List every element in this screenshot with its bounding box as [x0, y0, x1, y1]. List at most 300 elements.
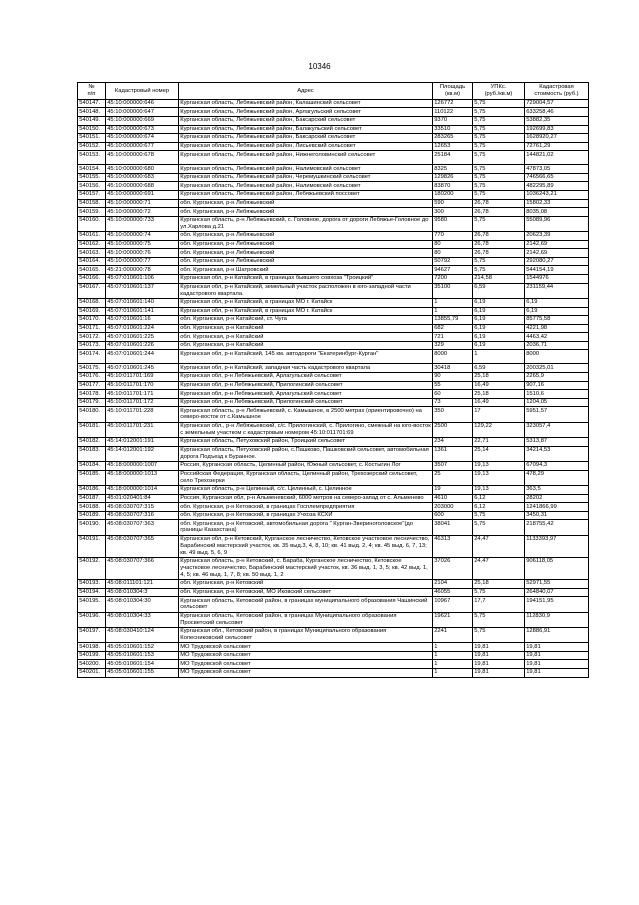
cell-address: Курганская область, Петуховский район, с.Пашково, Пашковский сельсовет, автомобильная дорога Подъезд к Буранное. — [179, 446, 433, 461]
cell-address: обл. Курганская, р-н Катайский, ст. Чуга — [179, 316, 433, 325]
cell-area: 4610 — [433, 494, 473, 503]
cell-upks: 6,19 — [473, 316, 525, 325]
cell-cadastral: 45:10:000000:683 — [106, 173, 179, 182]
cell-address: Курганская область, Лебяжьевский район, Черемушкинский сельсовет — [179, 173, 433, 182]
cell-cost: 1036243,21 — [525, 190, 589, 199]
cell-upks: 6,12 — [473, 503, 525, 512]
cell-cost: 1204,05 — [525, 398, 589, 407]
cell-cost: 4221,98 — [525, 324, 589, 333]
cell-cadastral: 45:07:010601:225 — [106, 333, 179, 342]
cell-cost: 8000 — [525, 350, 589, 364]
cell-address: МО Трудовской сельсовет — [179, 669, 433, 678]
cell-cadastral: 45:10:000000:72 — [106, 208, 179, 217]
header-cadastral: Кадастровый номер — [106, 83, 179, 100]
cell-upks: 19,81 — [473, 669, 525, 678]
cell-num: 540147. — [78, 99, 106, 108]
table-row — [78, 643, 589, 652]
cell-num: 540177. — [78, 381, 106, 390]
table-row — [78, 462, 589, 471]
table-header-row — [78, 83, 589, 100]
table-row — [78, 274, 589, 283]
cell-upks: 5,75 — [473, 108, 525, 117]
cell-cost: 906118,05 — [525, 557, 589, 579]
cell-area: 329 — [433, 341, 473, 350]
cell-cadastral: 45:10:000000:646 — [106, 99, 179, 108]
cell-area: 46055 — [433, 588, 473, 597]
cell-cost: 292080,27 — [525, 257, 589, 266]
cell-cost: 192699,83 — [525, 125, 589, 134]
cell-num: 540195. — [78, 597, 106, 612]
cell-area: 25 — [433, 470, 473, 485]
cell-address: Курганская область, Лебяжьевский район, Балакульский сельсовет — [179, 125, 433, 134]
cell-cost: 2142,69 — [525, 240, 589, 249]
cell-area: 55 — [433, 381, 473, 390]
cell-num: 540185. — [78, 470, 106, 485]
cell-cost: 34214,53 — [525, 446, 589, 461]
table-row — [78, 485, 589, 494]
cell-area: 590 — [433, 199, 473, 208]
cell-upks: 5,75 — [473, 520, 525, 535]
cell-address: Курганская обл, р-н Лебяжьевский, Арлагульский сельсовет — [179, 372, 433, 381]
cell-area: 19 — [433, 485, 473, 494]
cell-upks: 5,75 — [473, 151, 525, 165]
cell-num: 540153. — [78, 151, 106, 165]
cell-area: 180200 — [433, 190, 473, 199]
cell-area: 283265 — [433, 134, 473, 143]
cell-address: Курганская область, Лебяжьевский район, Баксарский сельсовет — [179, 116, 433, 125]
cell-num: 540199. — [78, 651, 106, 660]
table-row — [78, 99, 589, 108]
cell-cost: 8035,08 — [525, 208, 589, 217]
cell-cadastral: 45:10:011701:172 — [106, 398, 179, 407]
cell-num: 540200. — [78, 660, 106, 669]
cell-cost: 12886,91 — [525, 627, 589, 642]
cell-cadastral: 45:08:030410:124 — [106, 627, 179, 642]
cell-area: 38041 — [433, 520, 473, 535]
cell-upks: 26,78 — [473, 208, 525, 217]
table-row — [78, 266, 589, 275]
cell-num: 540156. — [78, 182, 106, 191]
table-row — [78, 579, 589, 588]
cell-address: МО Трудовской сельсовет — [179, 660, 433, 669]
cell-cadastral: 45:21:000000:78 — [106, 266, 179, 275]
cell-cost: 6,19 — [525, 298, 589, 307]
cell-upks: 6,19 — [473, 341, 525, 350]
cell-cost: 15802,33 — [525, 199, 589, 208]
table-row — [78, 324, 589, 333]
cell-cost: 264840,07 — [525, 588, 589, 597]
cell-area: 9580 — [433, 216, 473, 231]
cell-area: 1 — [433, 651, 473, 660]
cell-area: 50792 — [433, 257, 473, 266]
cell-address: Курганская область, Лебяжьевский район, Лебяжьевский поссовет — [179, 190, 433, 199]
cell-cadastral: 45:07:010601:16 — [106, 316, 179, 325]
cell-cadastral: 45:10:000000:733 — [106, 216, 179, 231]
cell-cadastral: 45:07:010601:141 — [106, 307, 179, 316]
cell-area: 37026 — [433, 557, 473, 579]
table-row — [78, 381, 589, 390]
cell-cadastral: 45:10:000000:75 — [106, 240, 179, 249]
table-row — [78, 182, 589, 191]
cell-area: 35100 — [433, 283, 473, 298]
cell-cadastral: 45:14:012001:191 — [106, 438, 179, 447]
cell-upks: 5,75 — [473, 182, 525, 191]
header-cost: Кадастровая стоимость (руб.) — [525, 83, 589, 100]
cadastral-table — [77, 82, 589, 678]
cell-cost: 53882,35 — [525, 116, 589, 125]
table-row — [78, 316, 589, 325]
cell-cadastral: 45:18:000000:1014 — [106, 485, 179, 494]
table-row — [78, 232, 589, 241]
table-row — [78, 597, 589, 612]
cell-address: Курганская область, р-н Целинный, с/с. Целинный, с. Целинное — [179, 485, 433, 494]
cell-upks: 24,47 — [473, 535, 525, 557]
cell-cost: 19,81 — [525, 651, 589, 660]
cell-address: Курганская область, Лебяжьевский район, Налимовский сельсовет — [179, 182, 433, 191]
cell-num: 540178. — [78, 390, 106, 399]
cell-address: Курганская обл, р-н Катайский, 145 км. автодороги "Екатеринбург-Курган" — [179, 350, 433, 364]
table-row — [78, 511, 589, 520]
cell-cadastral: 45:10:011701:170 — [106, 381, 179, 390]
table-row — [78, 151, 589, 165]
cell-address: Курганская область, Лебяжьевский район, Нижнеголовинский сельсовет — [179, 151, 433, 165]
cell-cost: 85775,58 — [525, 316, 589, 325]
cell-cadastral: 45:14:012001:192 — [106, 446, 179, 461]
cell-upks: 5,75 — [473, 588, 525, 597]
cell-upks: 6,59 — [473, 364, 525, 373]
table-row — [78, 307, 589, 316]
cell-num: 540161. — [78, 232, 106, 241]
cell-num: 540201. — [78, 669, 106, 678]
cell-cadastral: 45:07:010601:140 — [106, 298, 179, 307]
cell-cost: 194151,95 — [525, 597, 589, 612]
cell-cost: 28202 — [525, 494, 589, 503]
cell-area: 33510 — [433, 125, 473, 134]
cell-cost: 19,81 — [525, 669, 589, 678]
table-row — [78, 142, 589, 151]
cell-area: 721 — [433, 333, 473, 342]
table-row — [78, 116, 589, 125]
cell-num: 540179. — [78, 398, 106, 407]
cell-area: 73 — [433, 398, 473, 407]
cell-upks: 5,75 — [473, 627, 525, 642]
cell-cadastral: 45:01:020401:84 — [106, 494, 179, 503]
cell-num: 540168. — [78, 298, 106, 307]
cell-area: 2500 — [433, 422, 473, 437]
cell-area: 46313 — [433, 535, 473, 557]
cell-area: 90 — [433, 372, 473, 381]
cell-cost: 19,81 — [525, 660, 589, 669]
cell-area: 203000 — [433, 503, 473, 512]
cell-upks: 25,18 — [473, 372, 525, 381]
cell-num: 540154. — [78, 165, 106, 174]
cell-num: 540158. — [78, 199, 106, 208]
cell-upks: 6,19 — [473, 307, 525, 316]
cell-cost: 4463,42 — [525, 333, 589, 342]
cell-cost: 363,5 — [525, 485, 589, 494]
cell-num: 540171. — [78, 324, 106, 333]
cell-cost: 478,29 — [525, 470, 589, 485]
cell-num: 540167. — [78, 283, 106, 298]
cell-num: 540188. — [78, 503, 106, 512]
cell-address: Курганская область, р-н Кетовский, с. Бараба, Курганское лесничество, Кетовское участковое лесничество, Барабинский мастерский участок, кв. 36 выд. 1, 3, 5; кв. 42 выд. 1, 4, 5; кв. 46 выд. 1, 7, 8; кв. 50 выд. 1, 2 — [179, 557, 433, 579]
table-body — [78, 99, 589, 677]
cell-cadastral: 45:10:000000:77 — [106, 257, 179, 266]
cell-upks: 16,49 — [473, 398, 525, 407]
cell-upks: 5,75 — [473, 125, 525, 134]
cell-area: 126772 — [433, 99, 473, 108]
cell-cadastral: 45:10:000000:71 — [106, 199, 179, 208]
cell-cadastral: 45:10:000000:647 — [106, 108, 179, 117]
cell-upks: 25,18 — [473, 390, 525, 399]
cell-upks: 5,75 — [473, 266, 525, 275]
cell-cadastral: 45:08:030707:315 — [106, 503, 179, 512]
cell-upks: 17 — [473, 407, 525, 422]
cell-upks: 5,75 — [473, 116, 525, 125]
cell-upks: 6,12 — [473, 494, 525, 503]
cell-num: 540180. — [78, 407, 106, 422]
table-row — [78, 208, 589, 217]
cell-address: обл. Курганская, р-н Лебяжьевский — [179, 249, 433, 258]
cell-area: 682 — [433, 324, 473, 333]
cell-num: 540173. — [78, 341, 106, 350]
cell-cadastral: 45:10:000000:680 — [106, 165, 179, 174]
cell-area: 234 — [433, 438, 473, 447]
cell-upks: 1 — [473, 350, 525, 364]
cell-address: обл. Курганская, р-н Лебяжьевский — [179, 257, 433, 266]
cell-address: Курганская обл, р-н Катайский, в границах бывшего совхоза "Троицкий" — [179, 274, 433, 283]
cell-cadastral: 45:05:010601:155 — [106, 669, 179, 678]
cell-num: 540160. — [78, 216, 106, 231]
cell-num: 540190. — [78, 520, 106, 535]
table-row — [78, 199, 589, 208]
cell-cost: 2265,9 — [525, 372, 589, 381]
table-row — [78, 249, 589, 258]
cell-num: 540157. — [78, 190, 106, 199]
cell-cost: 323057,4 — [525, 422, 589, 437]
cell-num: 540159. — [78, 208, 106, 217]
table-row — [78, 438, 589, 447]
cell-num: 540163. — [78, 249, 106, 258]
cell-cadastral: 45:07:010601:244 — [106, 350, 179, 364]
cell-address: Курганская обл, р-н Катайский, западная часть кадастрового квартала — [179, 364, 433, 373]
cell-cost: 5313,87 — [525, 438, 589, 447]
cell-area: 1 — [433, 669, 473, 678]
cell-area: 25184 — [433, 151, 473, 165]
cell-cost: 746566,65 — [525, 173, 589, 182]
cell-address: Российская Федерация, Курганская область, Целинный район, Трехозерский сельсовет, село Трехозерки — [179, 470, 433, 485]
cell-num: 540176. — [78, 372, 106, 381]
cell-cadastral: 45:08:030707:316 — [106, 511, 179, 520]
cell-cost: 218755,42 — [525, 520, 589, 535]
cell-cadastral: 45:18:000000:1007 — [106, 462, 179, 471]
cell-upks: 19,81 — [473, 660, 525, 669]
cell-num: 540149. — [78, 116, 106, 125]
cell-cadastral: 45:08:030707:366 — [106, 557, 179, 579]
cell-area: 1 — [433, 298, 473, 307]
cell-cadastral: 45:10:011701:169 — [106, 372, 179, 381]
cell-cadastral: 45:08:010304:3 — [106, 588, 179, 597]
cell-address: Курганская область, Лебяжьевский район, Арлагульский сельсовет — [179, 108, 433, 117]
cell-cadastral: 45:10:000000:688 — [106, 182, 179, 191]
cell-cost: 1510,6 — [525, 390, 589, 399]
cell-address: обл. Курганская, р-н Лебяжьевский — [179, 240, 433, 249]
table-row — [78, 134, 589, 143]
cell-area: 600 — [433, 511, 473, 520]
table-row — [78, 173, 589, 182]
table-row — [78, 651, 589, 660]
cell-address: Курганская область, Лебяжьевский район, Лисьевский сельсовет — [179, 142, 433, 151]
cell-cadastral: 45:10:011701:171 — [106, 390, 179, 399]
table-row — [78, 298, 589, 307]
cell-num: 540183. — [78, 446, 106, 461]
cell-upks: 129,22 — [473, 422, 525, 437]
cell-cost: 72761,29 — [525, 142, 589, 151]
cell-cadastral: 45:05:010601:152 — [106, 643, 179, 652]
cell-num: 540150. — [78, 125, 106, 134]
cell-num: 540166. — [78, 274, 106, 283]
cell-num: 540182. — [78, 438, 106, 447]
cell-address: обл. Курганская, р-н Катайский — [179, 333, 433, 342]
cell-area: 83870 — [433, 182, 473, 191]
cell-address: обл. Курганская, р-н Кетовский, МО Иковский сельсовет — [179, 588, 433, 597]
cell-num: 540187. — [78, 494, 106, 503]
cell-cadastral: 45:10:000000:674 — [106, 134, 179, 143]
cell-num: 540196. — [78, 612, 106, 627]
table-row — [78, 165, 589, 174]
table-row — [78, 446, 589, 461]
table-row — [78, 350, 589, 364]
cell-cost: 20623,39 — [525, 232, 589, 241]
cell-cadastral: 45:07:010601:106 — [106, 274, 179, 283]
table-row — [78, 364, 589, 373]
cell-cadastral: 45:08:030707:365 — [106, 535, 179, 557]
cell-upks: 5,75 — [473, 99, 525, 108]
cell-cost: 3450,31 — [525, 511, 589, 520]
cell-cadastral: 45:10:000000:678 — [106, 151, 179, 165]
table-row — [78, 669, 589, 678]
cell-area: 30418 — [433, 364, 473, 373]
cell-upks: 5,75 — [473, 173, 525, 182]
cell-cost: 1544976 — [525, 274, 589, 283]
table-row — [78, 612, 589, 627]
cell-cost: 67094,3 — [525, 462, 589, 471]
table-row — [78, 520, 589, 535]
table-row — [78, 240, 589, 249]
table-row — [78, 470, 589, 485]
cell-upks: 5,75 — [473, 190, 525, 199]
table-row — [78, 216, 589, 231]
cell-cost: 729004,57 — [525, 99, 589, 108]
table-row — [78, 627, 589, 642]
cell-upks: 5,75 — [473, 257, 525, 266]
cell-num: 540155. — [78, 173, 106, 182]
cell-cost: 47873,05 — [525, 165, 589, 174]
table-row — [78, 283, 589, 298]
cell-upks: 5,75 — [473, 142, 525, 151]
cell-address: обл. Курганская, р-н Лебяжьевский — [179, 208, 433, 217]
cell-cost: 200325,01 — [525, 364, 589, 373]
cell-cadastral: 45:05:010601:154 — [106, 660, 179, 669]
cell-num: 540189. — [78, 511, 106, 520]
cell-address: обл. Курганская, р-н Катайский — [179, 324, 433, 333]
header-address: Адрес — [179, 83, 433, 100]
cell-address: Россия, Курганская обл, р-н Альменевский, 6000 метров на северо-запад от с. Альменево — [179, 494, 433, 503]
cell-num: 540193. — [78, 579, 106, 588]
page-number: 10346 — [308, 62, 331, 71]
cell-address: обл. Курганская, р-н Кетовский, автомобильная дорога " Курган-Звериноголовское"(до границы Казахстана) — [179, 520, 433, 535]
cell-area: 1 — [433, 307, 473, 316]
cell-cost: 55089,96 — [525, 216, 589, 231]
cell-address: Курганская обл., р-н Лебяжьевский, с/с. Прилогинский, с. Прилогино, смежный на юго-восток с земельным участком с кадастровым номером 45:10:011701:69 — [180, 423, 431, 436]
cell-num: 540192. — [78, 557, 106, 579]
table-row — [78, 422, 589, 437]
cell-cost: 482295,89 — [525, 182, 589, 191]
cell-cadastral: 45:07:010601:226 — [106, 341, 179, 350]
table-row — [78, 494, 589, 503]
cell-num: 540175. — [78, 364, 106, 373]
cell-address: Курганская область, Кетовский район, в границах Муниципального образования Просветский сельсовет — [179, 612, 433, 627]
cell-address: обл. Курганская, р-н Кетовский, в границах Госплемпредприятия — [179, 503, 433, 512]
cell-num: 540165. — [78, 266, 106, 275]
cell-address: МО Трудовской сельсовет — [179, 643, 433, 652]
table-row — [78, 257, 589, 266]
cell-cadastral: 45:10:011701:231 — [106, 422, 179, 437]
cell-cadastral: 45:08:010304:33 — [106, 612, 179, 627]
table-row — [78, 557, 589, 579]
cell-address: Курганская обл, р-н Катайский, в границах МО г. Катайск — [179, 298, 433, 307]
cell-cadastral: 45:08:011101:121 — [106, 579, 179, 588]
cell-cost: 544154,19 — [525, 266, 589, 275]
cell-area: 8000 — [433, 350, 473, 364]
cell-num: 540169. — [78, 307, 106, 316]
cell-address: Курганская обл, р-н Катайский, в границах МО г. Катайск — [179, 307, 433, 316]
table-row — [78, 535, 589, 557]
header-area: Площадь (кв.м) — [433, 83, 473, 100]
cell-cadastral: 45:08:030707:363 — [106, 520, 179, 535]
cell-area: 1361 — [433, 446, 473, 461]
cell-address: Курганская обл., Кетовский район, в границах Муниципального образования Колесниковский сельсовет — [179, 627, 433, 642]
table-row — [78, 125, 589, 134]
cell-cost: 231159,44 — [525, 283, 589, 298]
cell-num: 540151. — [78, 134, 106, 143]
cell-num: 540191. — [78, 535, 106, 557]
cell-area: 110122 — [433, 108, 473, 117]
cell-cadastral: 45:10:000000:74 — [106, 232, 179, 241]
table-row — [78, 660, 589, 669]
cell-cost: 52971,55 — [525, 579, 589, 588]
cell-address: Курганская обл, р-н Лебяжьевский, Арлагульский сельсовет — [179, 390, 433, 399]
cell-num: 540197. — [78, 627, 106, 642]
cell-cadastral: 45:05:010601:153 — [106, 651, 179, 660]
cell-cadastral: 45:10:000000:673 — [106, 125, 179, 134]
header-num: № п/п — [78, 83, 106, 100]
cell-num: 540164. — [78, 257, 106, 266]
cell-area: 13855,79 — [433, 316, 473, 325]
cell-cost: 6,19 — [525, 307, 589, 316]
cell-address: Курганская область, Лебяжьевский район, Баксарский сельсовет — [179, 134, 433, 143]
cell-cost: 2036,71 — [525, 341, 589, 350]
cell-area: 80 — [433, 240, 473, 249]
cell-address: обл. Курганская, р-н Катайский — [179, 341, 433, 350]
cell-upks: 6,19 — [473, 324, 525, 333]
cell-cost: 2142,69 — [525, 249, 589, 258]
cell-area: 129826 — [433, 173, 473, 182]
cell-address: обл. Курганская, р-н Кетовский — [179, 579, 433, 588]
cell-area: 80 — [433, 249, 473, 258]
cell-address: МО Трудовской сельсовет — [179, 651, 433, 660]
table-row — [78, 407, 589, 422]
